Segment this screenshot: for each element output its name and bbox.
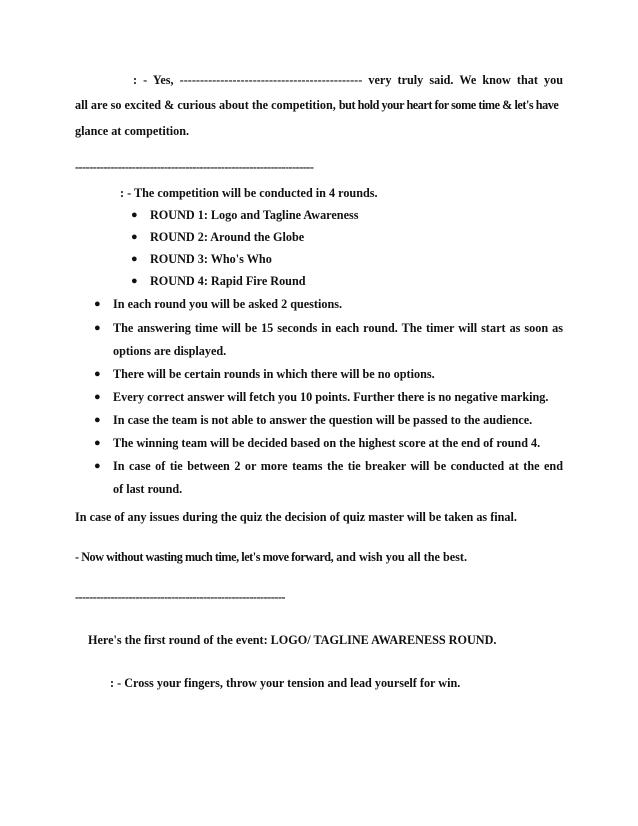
move-forward-line bbox=[75, 550, 467, 565]
intro-line-2-part-2: but hold your heart for some time & let's have bbox=[338, 98, 559, 112]
bullet-icon: ● bbox=[94, 298, 101, 310]
intro-line-1: : - Yes, --------------------------------------------- very truly said. We know that you bbox=[133, 73, 563, 87]
bullet-icon: ● bbox=[94, 437, 101, 449]
rule-item: In case the team is not able to answer the question will be passed to the audience. bbox=[113, 413, 533, 427]
intro-line-2 bbox=[75, 98, 558, 113]
bullet-icon: ● bbox=[94, 368, 101, 380]
bullet-icon: ● bbox=[94, 460, 101, 472]
rules-intro: : - The competition will be conducted in 4 rounds. bbox=[120, 186, 378, 200]
separator-2: ----------------------------------------------------------- bbox=[75, 590, 285, 604]
rule-item: In each round you will be asked 2 questions. bbox=[113, 297, 343, 311]
rule-item: The answering time will be 15 seconds in each round. The timer will start as soon as bbox=[113, 321, 563, 335]
bullet-icon: ● bbox=[131, 275, 138, 287]
rule-item-continuation: of last round. bbox=[113, 482, 183, 496]
bullet-icon: ● bbox=[94, 391, 101, 403]
bullet-icon: ● bbox=[131, 209, 138, 221]
separator-1: ------------------------------------------------------------------- bbox=[75, 160, 314, 174]
round-item: ROUND 2: Around the Globe bbox=[150, 230, 305, 244]
rule-item: Every correct answer will fetch you 10 points. Further there is no negative marking. bbox=[113, 390, 549, 404]
rule-item: In case of tie between 2 or more teams the tie breaker will be conducted at the end bbox=[113, 459, 563, 473]
final-note: In case of any issues during the quiz the decision of quiz master will be taken as final. bbox=[75, 510, 517, 524]
rule-item: The winning team will be decided based on the highest score at the end of round 4. bbox=[113, 436, 541, 450]
bullet-icon: ● bbox=[94, 322, 101, 334]
round-item: ROUND 3: Who's Who bbox=[150, 252, 272, 266]
round-item: ROUND 1: Logo and Tagline Awareness bbox=[150, 208, 359, 222]
bullet-icon: ● bbox=[94, 414, 101, 426]
intro-line-3: glance at competition. bbox=[75, 124, 190, 138]
rule-item: There will be certain rounds in which there will be no options. bbox=[113, 367, 435, 381]
bullet-icon: ● bbox=[131, 231, 138, 243]
intro-line-2-part-1: all are so excited & curious about the competition, bbox=[75, 98, 339, 112]
move-forward-part-1: - Now without wasting much time, let's move forward, bbox=[75, 550, 334, 564]
first-round-announcement: Here's the first round of the event: LOGO/ TAGLINE AWARENESS ROUND. bbox=[88, 633, 497, 647]
round-item: ROUND 4: Rapid Fire Round bbox=[150, 274, 306, 288]
move-forward-part-2: and wish you all the best. bbox=[333, 550, 467, 564]
closing-line: : - Cross your fingers, throw your tension and lead yourself for win. bbox=[110, 676, 461, 690]
bullet-icon: ● bbox=[131, 253, 138, 265]
rule-item-continuation: options are displayed. bbox=[113, 344, 227, 358]
